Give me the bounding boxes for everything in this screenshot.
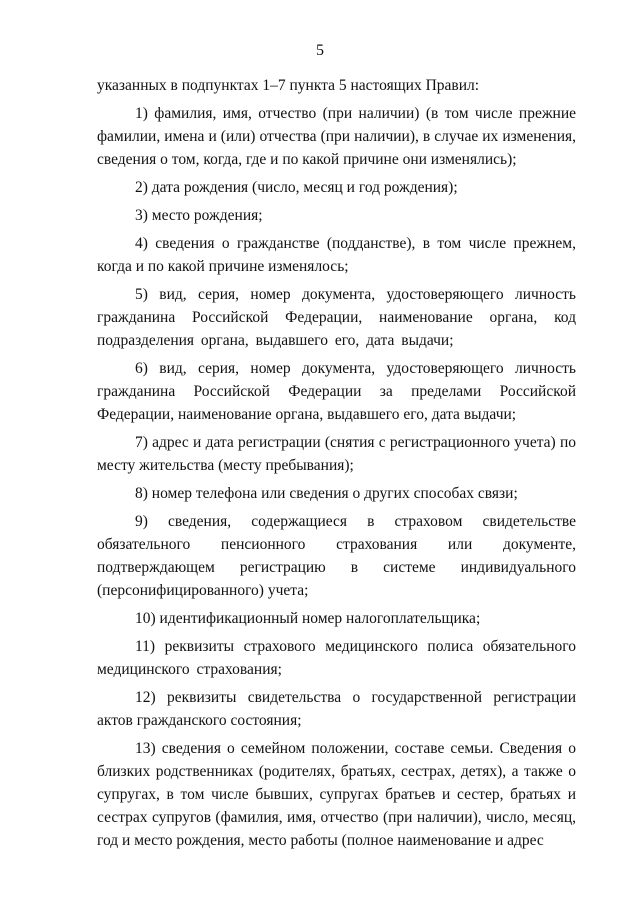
list-item-12: 12) реквизиты свидетельства о государственной регистрации актов гражданского состояния; bbox=[97, 689, 576, 729]
list-item-6: 6) вид, серия, номер документа, удостоверяющего личность гражданина Российской Федерации за пределами Российской Федерации, наименование органа, выдавшего его, дата выдачи; bbox=[97, 360, 576, 423]
list-item-4: 4) сведения о гражданстве (подданстве), в том числе прежнем, когда и по какой причине изменялось; bbox=[97, 235, 576, 275]
page-number: 5 bbox=[316, 42, 324, 59]
list-item-13: 13) сведения о семейном положении, составе семьи. Сведения о близких родственниках (родителях, братьях, сестрах, детях), а также о супругах, в том числе бывших, супругах братьев и сестер, братьях и сестрах супругов (фамилия, имя, отчество (при наличии), число, месяц, год и место рождения, место работы (полное наименование и адрес bbox=[97, 740, 576, 849]
list-item-7: 7) адрес и дата регистрации (снятия с регистрационного учета) по месту жительства (месту пребывания); bbox=[97, 434, 576, 474]
list-item-11: 11) реквизиты страхового медицинского полиса обязательного медицинского страхования; bbox=[97, 638, 576, 678]
list-item-1: 1) фамилия, имя, отчество (при наличии) (в том числе прежние фамилии, имена и (или) отчества (при наличии), в случае их изменения, сведения о том, когда, где и по какой причине они изменялись); bbox=[97, 105, 576, 168]
list-item-2: 2) дата рождения (число, месяц и год рождения); bbox=[135, 179, 458, 196]
list-item-10: 10) идентификационный номер налогоплательщика; bbox=[135, 610, 481, 627]
list-item-9: 9) сведения, содержащиеся в страховом свидетельстве обязательного пенсионного страхования или документе, подтверждающем регистрацию в системе индивидуального (персонифицированного) учета; bbox=[97, 513, 576, 599]
list-item-5: 5) вид, серия, номер документа, удостоверяющего личность гражданина Российской Федерации, наименование органа, код подразделения органа, выдавшего его, дата выдачи; bbox=[97, 286, 576, 349]
list-item-3: 3) место рождения; bbox=[135, 207, 263, 224]
list-item-8: 8) номер телефона или сведения о других способах связи; bbox=[135, 485, 518, 502]
intro-line: указанных в подпунктах 1–7 пункта 5 настоящих Правил: bbox=[97, 77, 480, 94]
document-body bbox=[97, 74, 576, 857]
